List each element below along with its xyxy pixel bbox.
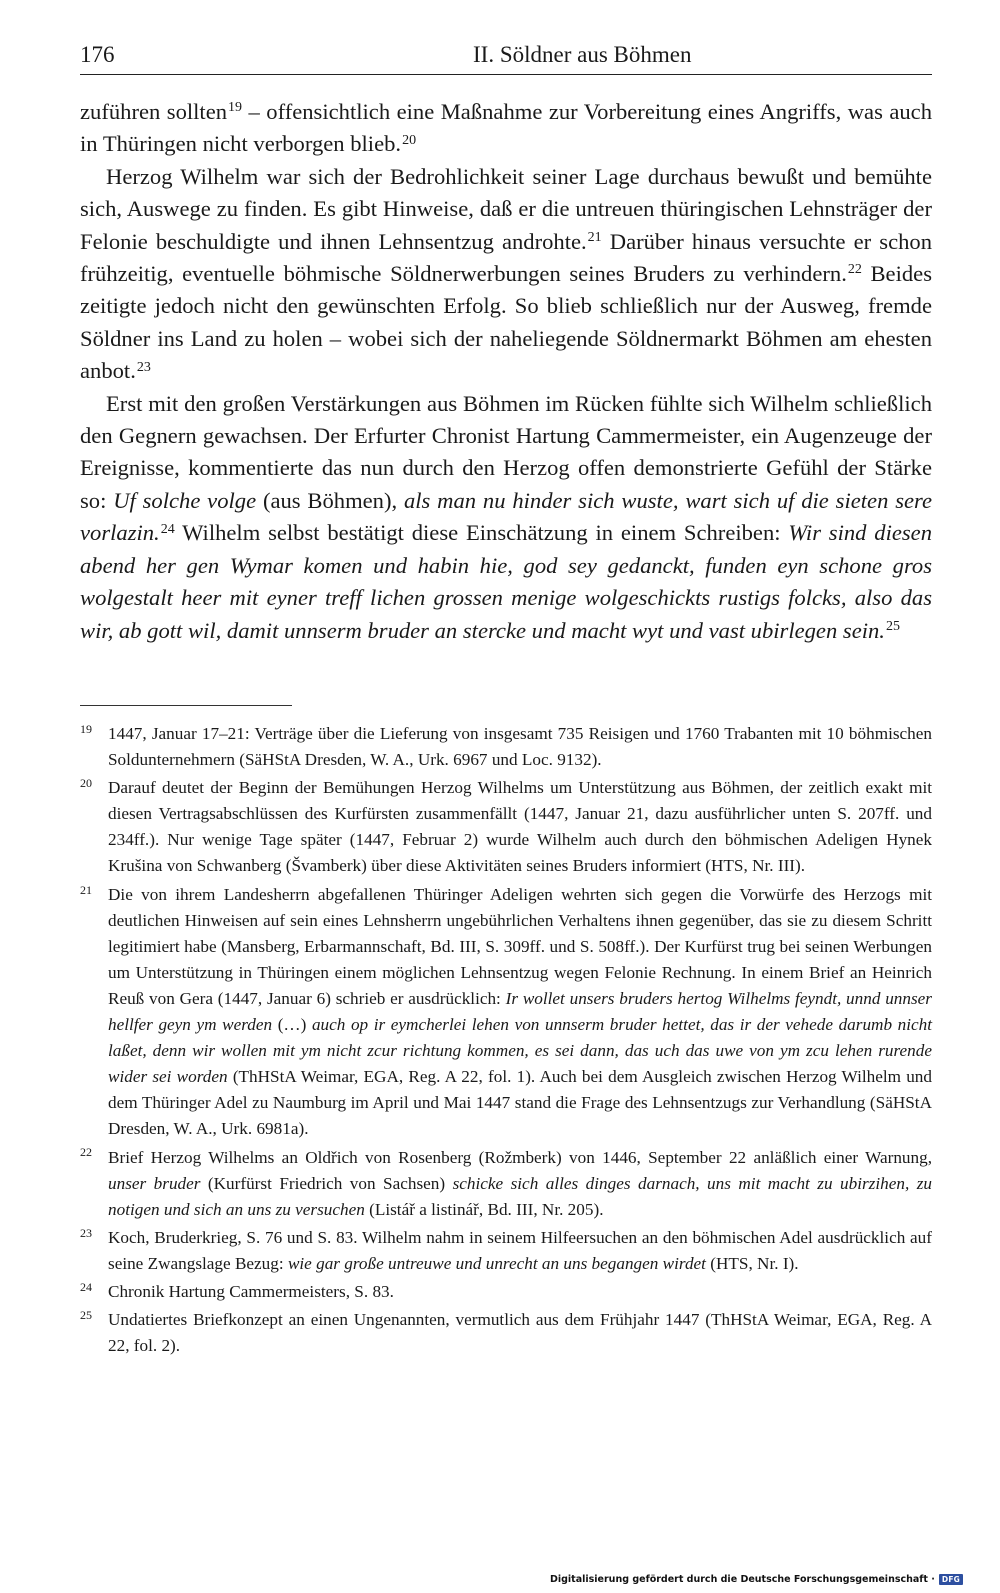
footnote-ref: 19 [228, 100, 243, 116]
footnotes [80, 721, 932, 1361]
footnote-ref: 23 [136, 359, 151, 375]
running-header [80, 40, 932, 75]
quotation: Uf solche volge [113, 487, 257, 513]
page-number: 176 [80, 42, 115, 67]
quotation: als man nu hinder sich wuste, wart sich uf die sieten sere vorlazin. [80, 487, 932, 546]
footnote-number: 21 [80, 882, 93, 897]
footnote-number: 23 [80, 1225, 93, 1240]
footnote-ref: 22 [847, 262, 862, 278]
footnote: $^{22}$ Brief Herzog Wilhelms an Oldřich von Rosenberg (Rožmberk) von 1446, September 22 anläßlich einer Warnung, unser bruder (Kurfürst Friedrich von Sachsen) schicke sich alles dinges darnach, uns mit macht zu ubirzihen, zu notigen und sich an uns zu versuchen (Listář a listinář, Bd. III, Nr. 205). [80, 1145, 932, 1219]
footnote: $^{24}$ Chronik Hartung Cammermeisters, S. 83. [80, 1279, 394, 1301]
footnote: $^{23}$ Koch, Bruderkrieg, S. 76 und S. 83. Wilhelm nahm in seinem Hilfeersuchen an den böhmischen Adel ausdrücklich auf seine Zwangslage Bezug: wie gar große untreuwe und unrecht an uns begangen wirdet (HTS, Nr. I). [80, 1225, 932, 1273]
footnote: $^{20}$ Darauf deutet der Beginn der Bemühungen Herzog Wilhelms um Unterstützung aus Böhmen, der zeitlich exakt mit diesen Vertragsabschlüssen des Kurfürsten zusammenfällt (1447, Januar 21, dazu ausführlicher unten S. 207ff. und 234ff.). Nur wenige Tage später (1447, Februar 2) wurde Wilhelm auch durch den böhmischen Adeligen Hynek Krušina von Schwanberg (Švamberk) über diese Aktivitäten seines Bruders informiert (HTS, Nr. III). [80, 776, 932, 876]
paragraph: Erst mit den großen Verstärkungen aus Böhmen im Rücken fühlte sich Wilhelm schließlich den Gegnern gewachsen. Der Erfurter Chronist Hartung Cammermeister, ein Augenzeuge der Ereignisse, kommentierte das nun durch den Herzog offen demonstrierte Gefühl der Stärke so: Uf solche volge (aus Böhmen), als man nu hinder sich wuste, wart sich uf die sieten sere vorlazin.$^{24}$ Wilhelm selbst bestätigt diese Einschätzung in einem Schreiben: Wir sind diesen abend her gen Wymar komen und habin hie, god sey gedanckt, funden eyn schone gros wolgestalt heer mit eyner treff lichen grossen menige wolgeschickts rustigs folcks, also das wir, ab gott wil, damit unnserm bruder an stercke und macht wyt und vast ubirlegen sein.$^{25}$ [80, 390, 932, 643]
funding-credit [550, 1574, 963, 1585]
footnote-ref: 20 [402, 132, 417, 148]
dfg-logo-icon: DFG [939, 1574, 963, 1585]
footnote: $^{19}$ 1447, Januar 17–21: Verträge über die Lieferung von insgesamt 735 Reisigen und 1760 Trabanten mit 10 böhmischen Soldunternehmern (SäHStA Dresden, W. A., Urk. 6967 und Loc. 9132). [80, 721, 932, 770]
footnote-number: 20 [80, 776, 93, 791]
footnote-number: 19 [80, 721, 93, 736]
footnote-ref: 21 [587, 229, 602, 245]
footnote-ref: 24 [160, 521, 175, 537]
main-text [80, 96, 932, 647]
quotation: Wir sind diesen abend her gen Wymar komen und habin hie, god sey gedanckt, funden eyn schone gros wolgestalt heer mit eyner treff lichen grossen menige wolgeschickts rustigs folcks, also das wir, ab gott wil, damit unnserm bruder an stercke und macht wyt und vast ubirlegen sein. [80, 520, 932, 643]
paragraph: zuführen sollten$^{19}$ – offensichtlich eine Maßnahme zur Vorbereitung eines Angriffs, was auch in Thüringen nicht verborgen blieb.$^{20}$ [80, 99, 933, 157]
credit-text: Digitalisierung gefördert durch die Deutsche Forschungsgemeinschaft · [549, 1574, 935, 1585]
footnote-number: 22 [80, 1145, 93, 1160]
running-title: II. Söldner aus Böhmen [473, 42, 692, 67]
footnote: $^{21}$ Die von ihrem Landesherrn abgefallenen Thüringer Adeligen wehrten sich gegen die Vorwürfe des Herzogs mit deutlichen Hinweisen auf sein eines Lehnsherrn ungebührlichen Verhaltens ihnen gegenüber, das sie zu diesem Schritt legitimiert habe (Mansberg, Erbarmannschaft, Bd. III, S. 309ff. und S. 508ff.). Der Kurfürst trug bei seinen Werbungen um Unterstützung in Thüringen einem möglichen Lehnsentzug wegen Felonie Rechnung. In einem Brief an Heinrich Reuß von Gera (1447, Januar 6) schrieb er ausdrücklich: Ir wollet unsers bruders hertog Wilhelms feyndt, unnd unnser hellfer geyn ym werden (…) auch op ir eymcherlei lehen von unnserm bruder hettet, das ir der vehede darumb nicht laßet, denn wir wollen mit ym nicht zcur richtung kommen, es sei dann, das uch das uwe von ym zcu lehen rurende wider sei worden (ThHStA Weimar, EGA, Reg. A 22, fol. 1). Auch bei dem Ausgleich zwischen Herzog Wilhelm und dem Thüringer Adel zu Naumburg im April und Mai 1447 stand die Frage des Lehnsentzugs zur Verhandlung (SäHStA Dresden, W. A., Urk. 6981a). [80, 882, 933, 1139]
footnote-number: 25 [80, 1308, 93, 1323]
footnote: $^{25}$ Undatiertes Briefkonzept an einen Ungenannten, vermutlich aus dem Frühjahr 1447 (ThHStA Weimar, EGA, Reg. A 22, fol. 2). [80, 1308, 932, 1356]
footnote-number: 24 [80, 1279, 93, 1294]
paragraph: Herzog Wilhelm war sich der Bedrohlichkeit seiner Lage durchaus bewußt und bemühte sich, Auswege zu finden. Es gibt Hinweise, daß er die untreuen thüringischen Lehnsträger der Felonie beschuldigte und ihnen Lehnsentzug androhte.$^{21}$ Darüber hinaus versuchte er schon frühzeitig, eventuelle böhmische Söldnerwerbungen seines Bruders zu verhindern.$^{22}$ Beides zeitigte jedoch nicht den gewünschten Erfolg. So blieb schließlich nur der Ausweg, fremde Söldner ins Land zu holen – wobei sich der naheliegende Söldnermarkt Böhmen am ehesten anbot.$^{23}$ [80, 163, 932, 384]
footnote-ref: 25 [885, 618, 900, 634]
footnote-divider [80, 705, 292, 706]
